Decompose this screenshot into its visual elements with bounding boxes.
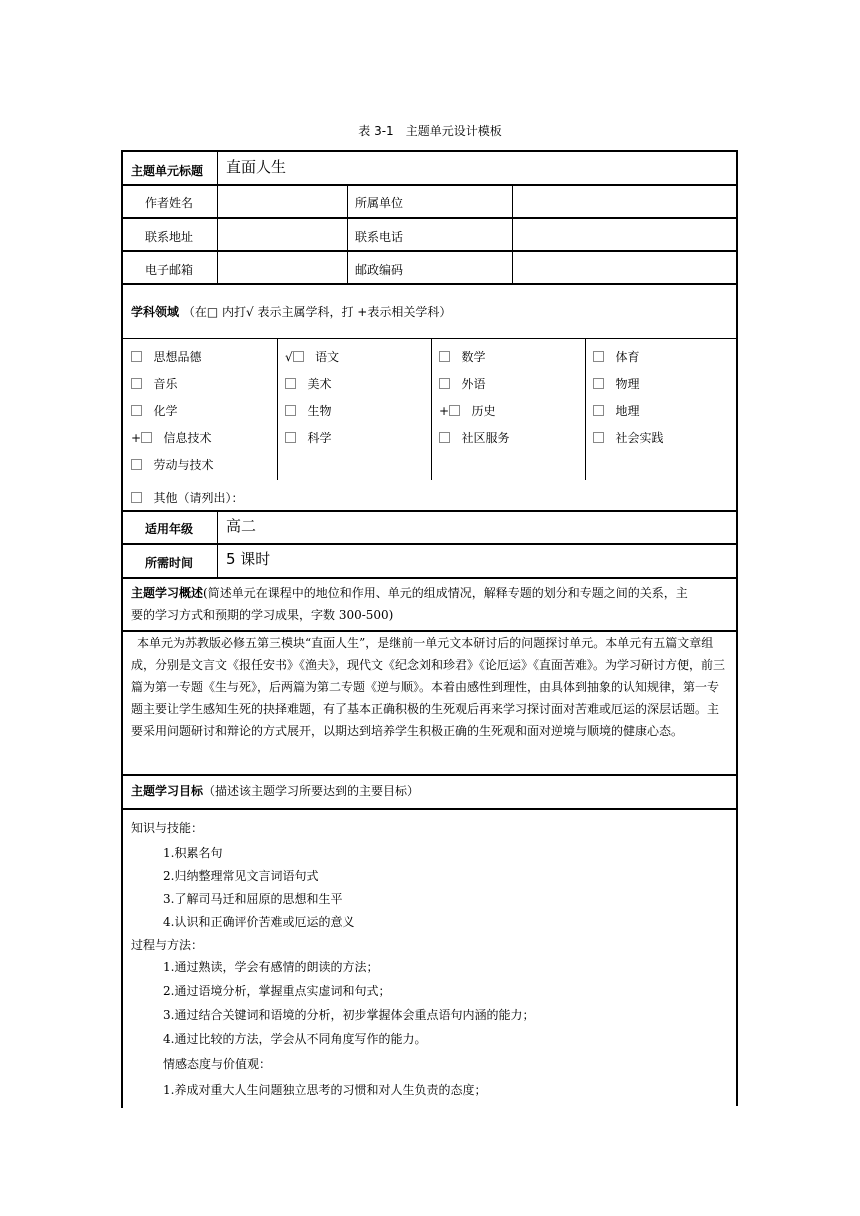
unit-label: 所属单位 <box>355 196 404 210</box>
checkbox-icon[interactable] <box>593 405 604 416</box>
time-label: 所需时间 <box>145 556 194 570</box>
row-divider <box>123 250 736 252</box>
subject-option[interactable] <box>593 376 639 392</box>
objective-item: 1.通过熟读，学会有感情的朗读的方法； <box>163 960 379 974</box>
subject-name: 化学 <box>153 404 178 418</box>
overview-heading <box>131 582 728 626</box>
checkbox-icon[interactable] <box>131 378 142 389</box>
row-divider <box>123 283 736 285</box>
checkbox-icon[interactable] <box>131 405 142 416</box>
subject-option[interactable] <box>439 349 485 365</box>
subject-name: 劳动与技术 <box>153 458 214 472</box>
knowledge-title: 知识与技能： <box>131 821 204 835</box>
objectives-hint: （描述该主题学习所要达到的主要目标） <box>203 784 420 798</box>
title-value[interactable]: 直面人生 <box>226 158 287 176</box>
row-divider <box>123 808 736 810</box>
objective-item: 2.通过语境分析，掌握重点实虚词和句式； <box>163 984 391 998</box>
subject-name: 外语 <box>461 377 486 391</box>
col-divider <box>585 339 586 480</box>
row-divider <box>123 184 736 186</box>
overview-hint-line1: (简述单元在课程中的地位和作用、单元的组成情况，解释专题的划分和专题之间的关系，主 <box>203 586 688 600</box>
subject-option[interactable] <box>439 376 485 392</box>
subject-name: 社会实践 <box>615 431 664 445</box>
email-label: 电子邮箱 <box>145 263 194 277</box>
subject-option[interactable] <box>593 430 663 446</box>
row-divider <box>123 338 736 339</box>
subject-option[interactable] <box>131 349 201 365</box>
col-divider <box>217 152 218 283</box>
subject-name: 语文 <box>315 350 340 364</box>
author-label: 作者姓名 <box>145 196 194 210</box>
checkbox-icon[interactable] <box>285 405 296 416</box>
subject-option[interactable] <box>131 376 177 392</box>
subject-area-heading <box>131 304 451 320</box>
subject-name: 社区服务 <box>461 431 510 445</box>
subject-name: 科学 <box>307 431 332 445</box>
subject-name: 数学 <box>461 350 486 364</box>
subject-name: 历史 <box>471 404 496 418</box>
subject-option[interactable] <box>593 349 639 365</box>
phone-label: 联系电话 <box>355 230 404 244</box>
subject-option[interactable] <box>131 457 213 473</box>
checkbox-icon[interactable] <box>593 378 604 389</box>
col-divider <box>431 339 432 480</box>
checkbox-icon[interactable] <box>439 378 450 389</box>
checkbox-icon[interactable] <box>131 459 142 470</box>
subject-name: 信息技术 <box>163 431 212 445</box>
subject-name: 地理 <box>615 404 640 418</box>
frame-left-edge <box>121 152 123 1108</box>
col-divider <box>347 184 348 283</box>
row-divider <box>123 217 736 219</box>
subject-option[interactable] <box>593 403 639 419</box>
subject-option[interactable] <box>131 430 212 446</box>
subject-name: 思想品德 <box>153 350 202 364</box>
subject-area-note: （在□ 内打√ 表示主属学科，打 +表示相关学科） <box>182 305 452 319</box>
objective-item: 4.通过比较的方法，学会从不同角度写作的能力。 <box>163 1032 427 1046</box>
checkbox-icon[interactable] <box>593 432 604 443</box>
grade-value[interactable]: 高二 <box>226 517 257 535</box>
process-title: 过程与方法： <box>131 938 204 952</box>
checkbox-icon[interactable] <box>131 492 142 503</box>
subject-option[interactable] <box>285 349 339 365</box>
subject-area-label: 学科领域 <box>131 305 180 319</box>
checkbox-icon[interactable] <box>131 351 142 362</box>
checkbox-icon[interactable] <box>593 351 604 362</box>
table-caption: 表 3-1 主题单元设计模板 <box>358 124 502 138</box>
checkbox-icon[interactable] <box>285 378 296 389</box>
overview-body[interactable]: 本单元为苏教版必修五第三模块“直面人生”，是继前一单元文本研讨后的问题探讨单元。本单元有五篇文章组成，分别是文言文《报任安书》《渔夫》，现代文《纪念刘和珍君》《论厄运》《直面苦难》。为学习研讨方便，前三篇为第一专题《生与死》，后两篇为第二专题《逆与顺》。本着由感性到理性，由具体到抽象的认知规律，第一专题主要让学生感知生死的抉择难题，有了基本正确积极的生死观后再来学习探讨面对苦难或厄运的深层话题。主要采用问题研讨和辩论的方式展开，以期达到培养学生积极正确的生死观和面对逆境与顺境的健康心态。 <box>131 636 726 738</box>
subject-other[interactable] <box>131 490 243 506</box>
subject-mark: + <box>439 404 450 418</box>
subject-option[interactable] <box>439 403 496 419</box>
time-value[interactable]: 5 课时 <box>226 550 271 568</box>
postcode-label: 邮政编码 <box>355 263 404 277</box>
subject-option[interactable] <box>285 403 331 419</box>
subject-option[interactable] <box>439 430 509 446</box>
checkbox-icon[interactable] <box>439 432 450 443</box>
checkbox-icon[interactable] <box>285 432 296 443</box>
row-divider <box>123 543 736 545</box>
subject-mark: √ <box>285 350 293 364</box>
checkbox-icon[interactable] <box>439 351 450 362</box>
subject-option[interactable] <box>131 403 177 419</box>
row-divider <box>123 510 736 512</box>
overview-hint-line2: 要的学习方式和预期的学习成果，字数 300-500) <box>131 608 394 622</box>
col-divider <box>277 339 278 480</box>
overview-label: 主题学习概述 <box>131 586 204 600</box>
checkbox-icon[interactable] <box>449 405 460 416</box>
checkbox-icon[interactable] <box>293 351 304 362</box>
design-template-table <box>121 150 738 1106</box>
subject-name: 物理 <box>615 377 640 391</box>
subject-name: 生物 <box>307 404 332 418</box>
col-divider <box>217 510 218 577</box>
grade-label: 适用年级 <box>145 522 194 536</box>
subject-other-label: 其他（请列出）： <box>153 491 244 505</box>
objectives-heading <box>131 783 419 799</box>
subject-name: 体育 <box>615 350 640 364</box>
subject-name: 美术 <box>307 377 332 391</box>
objectives-label: 主题学习目标 <box>131 784 204 798</box>
subject-option[interactable] <box>285 376 331 392</box>
emotion-title: 情感态度与价值观： <box>163 1057 272 1071</box>
objective-item: 3.了解司马迁和屈原的思想和生平 <box>163 892 343 906</box>
address-label: 联系地址 <box>145 230 194 244</box>
checkbox-icon[interactable] <box>141 432 152 443</box>
objective-item: 1.养成对重大人生问题独立思考的习惯和对人生负责的态度； <box>163 1083 487 1097</box>
objective-item: 4.认识和正确评价苦难或厄运的意义 <box>163 915 355 929</box>
objective-item: 3.通过结合关键词和语境的分析，初步掌握体会重点语句内涵的能力； <box>163 1008 535 1022</box>
objective-item: 2.归纳整理常见文言词语句式 <box>163 869 319 883</box>
col-divider <box>512 184 513 283</box>
row-divider <box>123 774 736 776</box>
objective-item: 1.积累名句 <box>163 846 223 860</box>
row-divider <box>123 577 736 579</box>
subject-option[interactable] <box>285 430 331 446</box>
subject-name: 音乐 <box>153 377 178 391</box>
title-label: 主题单元标题 <box>131 164 204 178</box>
subject-mark: + <box>131 431 142 445</box>
